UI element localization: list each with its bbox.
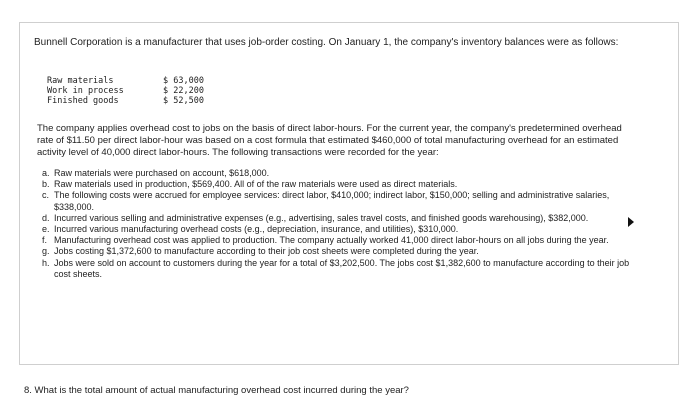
overhead-description: The company applies overhead cost to jobs on the basis of direct labor-hours. For the current year, the company's predetermined overhead rate of $11.50 per direct labor-hour was based on a cost formula that estimated $460,000 of total manufacturing overhead for an estimated activity level of 40,000 direct labor-hours. The following transactions were recorded for the year: — [37, 123, 622, 158]
transaction-text: The following costs were accrued for employee services: direct labor, $410,000; indirect labor, $150,000; selling and administrative salaries, $338,000. — [54, 190, 610, 212]
transaction-item — [42, 246, 642, 257]
transaction-letter: a. — [42, 168, 50, 178]
transaction-item — [42, 190, 642, 212]
balance-label: Work in process — [47, 86, 124, 96]
transaction-list — [42, 168, 642, 280]
transaction-text: Incurred various manufacturing overhead costs (e.g., depreciation, insurance, and utilities), $310,000. — [54, 224, 459, 235]
balance-label: Raw materials — [47, 76, 114, 86]
transaction-letter: h. — [42, 257, 50, 268]
question-text: 8. What is the total amount of actual manufacturing overhead cost incurred during the year? — [24, 385, 409, 396]
transaction-item — [42, 235, 642, 246]
balance-value: $ 52,500 — [163, 96, 204, 106]
balance-row-finished-goods — [47, 96, 223, 106]
transaction-text: Manufacturing overhead cost was applied to production. The company actually worked 41,000 direct labor-hours on all jobs during the year. — [54, 235, 609, 246]
transaction-letter: d. — [42, 212, 50, 223]
transaction-letter: g. — [42, 246, 50, 257]
transaction-item — [42, 213, 642, 224]
transaction-item — [42, 224, 642, 235]
transaction-text: Raw materials were purchased on account, $618,000. — [54, 168, 270, 178]
transaction-letter: c. — [42, 190, 50, 201]
arrow-icon — [628, 217, 634, 227]
intro-text: Bunnell Corporation is a manufacturer that uses job-order costing. On January 1, the company's inventory balances were as follows: — [34, 37, 619, 48]
transaction-letter: f. — [42, 235, 48, 246]
transaction-text: Jobs costing $1,372,600 to manufacture according to their job cost sheets were completed during the year. — [54, 246, 479, 257]
balance-row-raw-materials — [47, 76, 223, 86]
balance-value: $ 63,000 — [163, 76, 204, 86]
transaction-item — [42, 258, 642, 280]
transaction-text: Jobs were sold on account to customers during the year for a total of $3,202,500. The jobs cost $1,382,600 to manufacture according to their job cost sheets. — [54, 257, 630, 279]
transaction-letter: e. — [42, 224, 50, 235]
balance-label: Finished goods — [47, 96, 119, 106]
inventory-balances — [47, 76, 223, 106]
balance-value: $ 22,200 — [163, 86, 204, 96]
transaction-item — [42, 168, 642, 179]
transaction-text: Raw materials used in production, $569,400. All of of the raw materials were used as direct materials. — [54, 179, 458, 190]
transaction-letter: b. — [42, 179, 50, 190]
balance-row-work-in-process — [47, 86, 223, 96]
transaction-text: Incurred various selling and administrative expenses (e.g., advertising, sales travel costs, and finished goods warehousing), $382,000. — [54, 212, 589, 223]
transaction-item — [42, 179, 642, 190]
